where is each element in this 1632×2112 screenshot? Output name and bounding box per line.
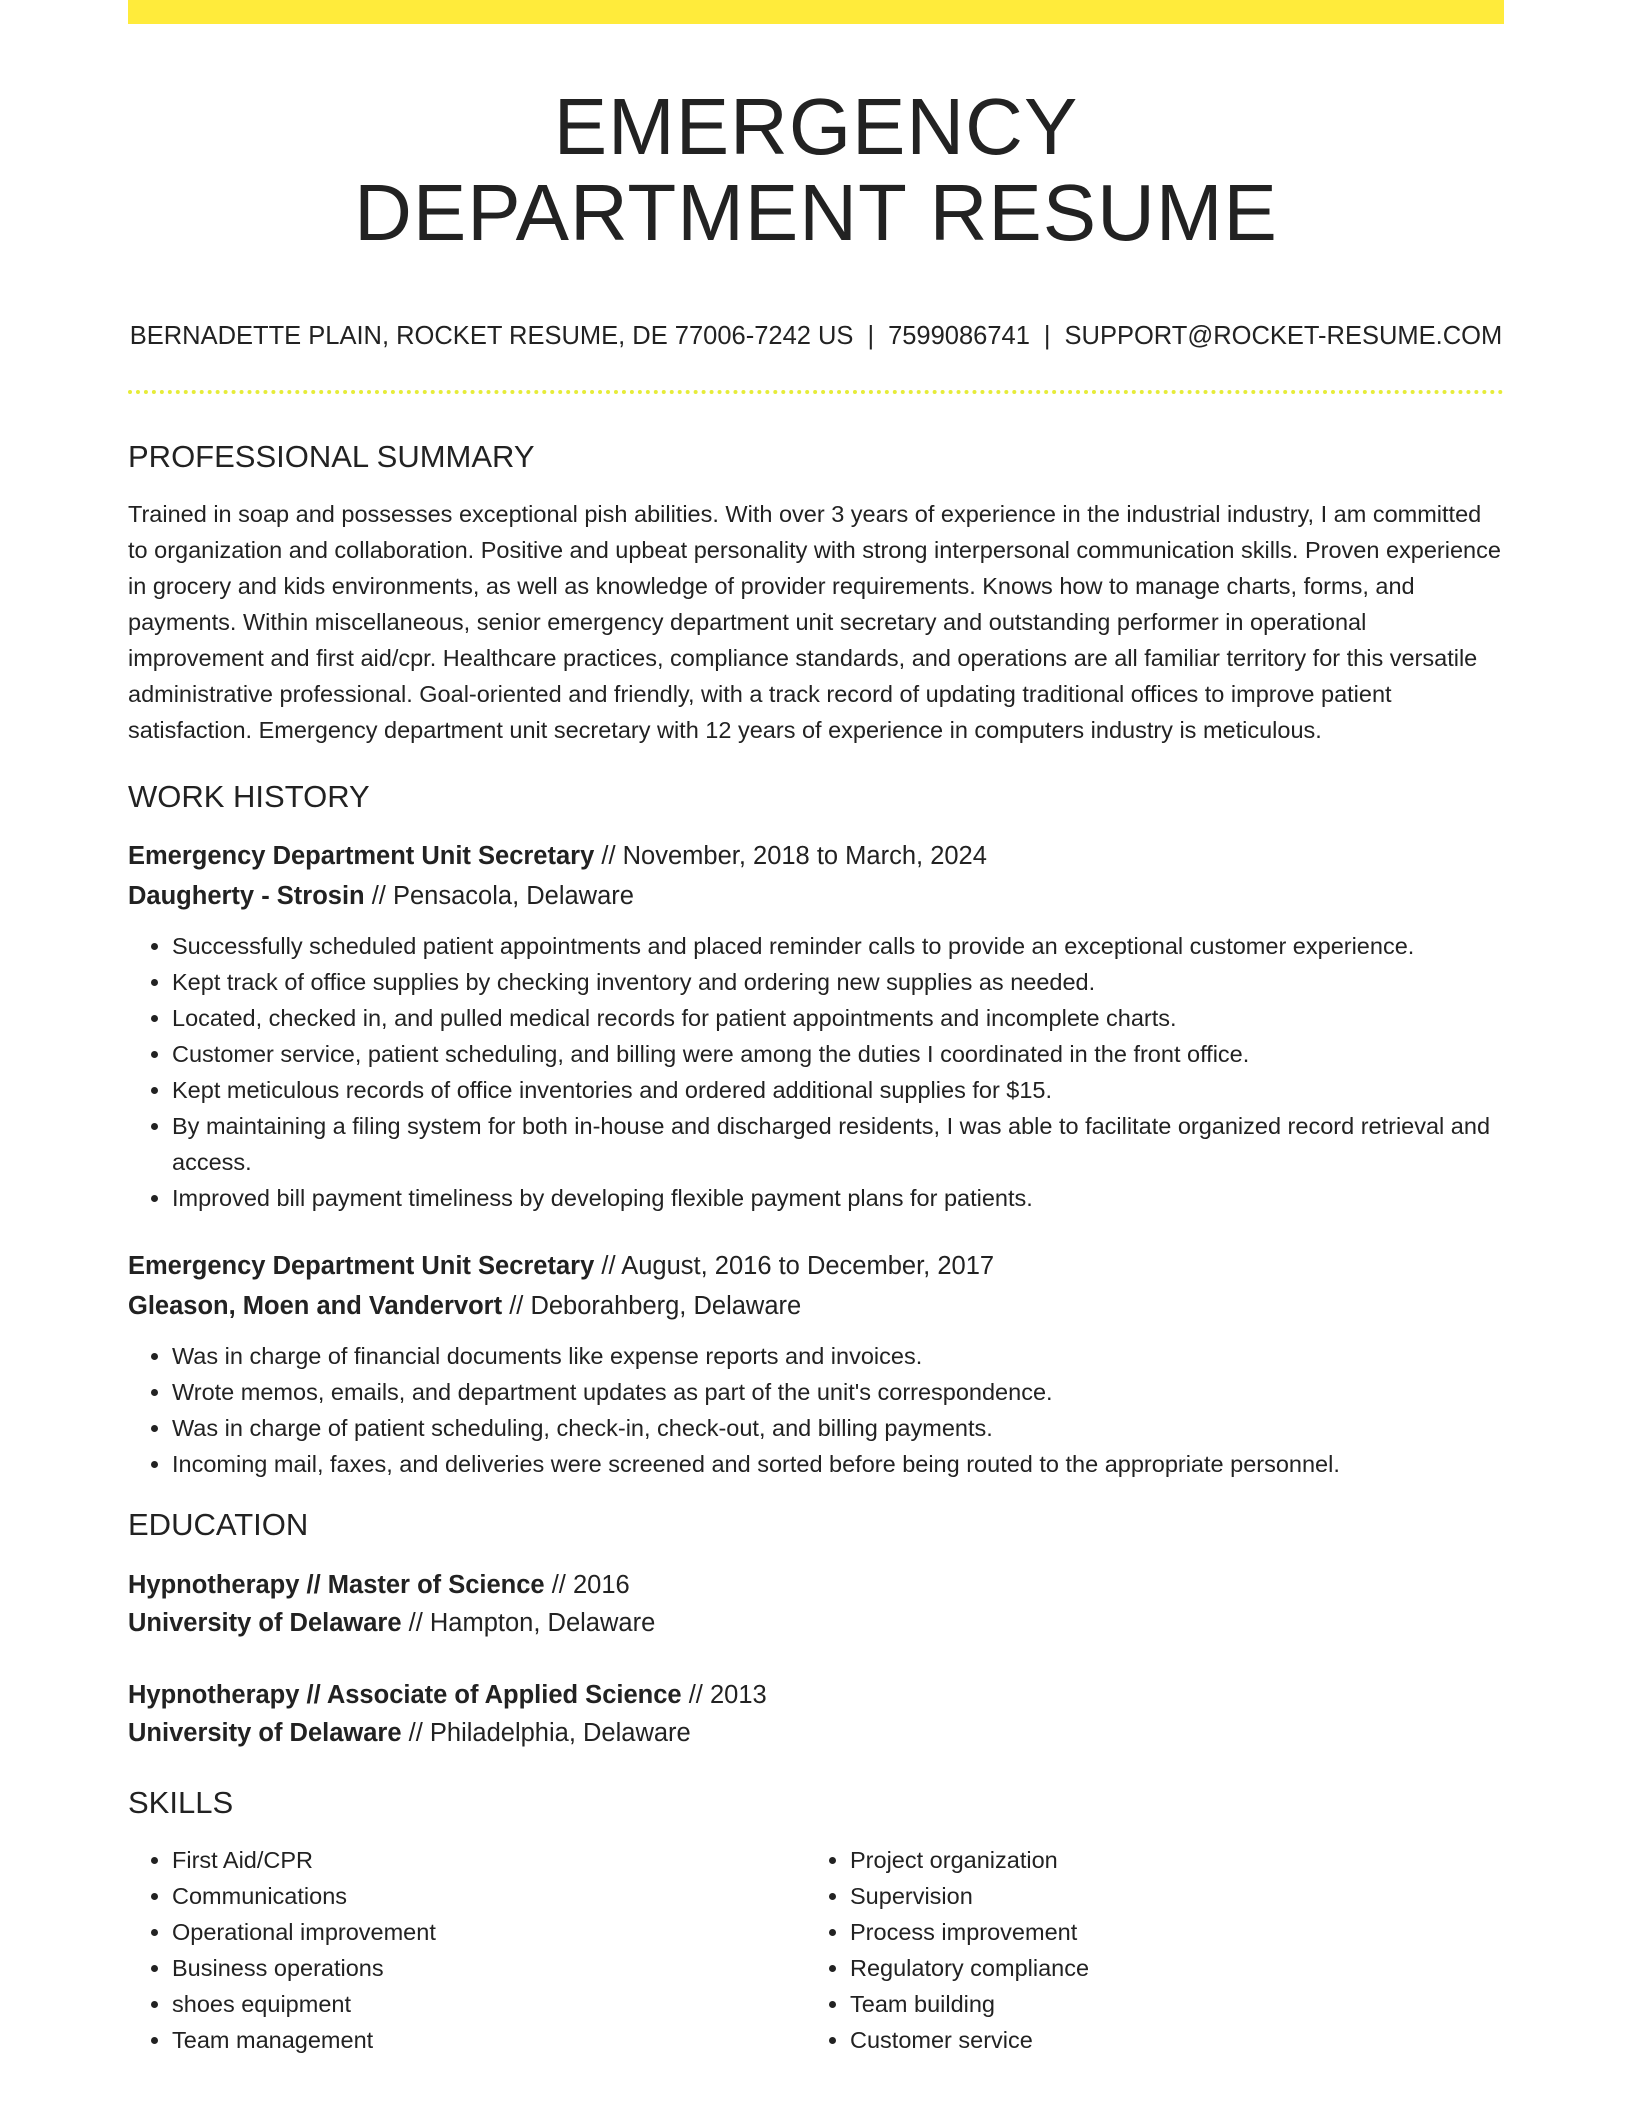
contact-line xyxy=(128,320,1504,352)
skill-item: • Business operations xyxy=(172,1950,806,1986)
delimiter: // xyxy=(601,842,616,870)
job-bullets xyxy=(128,1338,1504,1482)
contact-phone: 7599086741 xyxy=(888,322,1030,350)
school-location: Hampton, Delaware xyxy=(429,1609,656,1637)
job-company-line xyxy=(128,876,1504,916)
delimiter: // xyxy=(551,1571,566,1599)
job-title-line xyxy=(128,1246,1504,1286)
contact-address: BERNADETTE PLAIN, ROCKET RESUME, DE 77006-7242 US xyxy=(129,322,854,350)
job-company: Gleason, Moen and Vandervort xyxy=(128,1292,503,1320)
delimiter: // xyxy=(601,1252,616,1280)
list-item: • Was in charge of financial documents like expense reports and invoices. xyxy=(172,1338,1504,1374)
list-item: • Improved bill payment timeliness by developing flexible payment plans for patients. xyxy=(172,1180,1504,1216)
dotted-divider xyxy=(128,390,1504,394)
title-line-1: EMERGENCY xyxy=(553,82,1079,171)
school-line xyxy=(128,1714,1504,1752)
delimiter: // xyxy=(408,1609,423,1637)
accent-bar xyxy=(128,0,1504,24)
job-entry xyxy=(128,836,1504,1216)
contact-separator: | xyxy=(867,322,875,350)
skill-item: • Process improvement xyxy=(850,1914,1450,1950)
list-item: • Kept track of office supplies by checking inventory and ordering new supplies as needed. xyxy=(172,964,1504,1000)
delimiter: // xyxy=(408,1719,423,1747)
list-item: • Kept meticulous records of office inventories and ordered additional supplies for $15. xyxy=(172,1072,1504,1108)
resume-page xyxy=(128,0,1504,2058)
school-line xyxy=(128,1604,1504,1642)
education-entry xyxy=(128,1676,1504,1752)
skill-item: • Project organization xyxy=(850,1842,1450,1878)
list-item: • Wrote memos, emails, and department updates as part of the unit's correspondence. xyxy=(172,1374,1504,1410)
list-item: • Incoming mail, faxes, and deliveries were screened and sorted before being routed to the appropriate personnel. xyxy=(172,1446,1504,1482)
degree: Hypnotherapy // Associate of Applied Science xyxy=(128,1681,682,1709)
job-bullets xyxy=(128,928,1504,1216)
skill-item: • Regulatory compliance xyxy=(850,1950,1450,1986)
degree-line xyxy=(128,1676,1504,1714)
job-company-line xyxy=(128,1286,1504,1326)
job-title: Emergency Department Unit Secretary xyxy=(128,842,595,870)
job-entry xyxy=(128,1246,1504,1482)
education-heading: EDUCATION xyxy=(128,1507,309,1542)
job-title-line xyxy=(128,836,1504,876)
delimiter: // xyxy=(509,1292,524,1320)
list-item: • Customer service, patient scheduling, and billing were among the duties I coordinated in the front office. xyxy=(172,1036,1504,1072)
skill-item: • Customer service xyxy=(850,2022,1450,2058)
job-title: Emergency Department Unit Secretary xyxy=(128,1252,595,1280)
skill-item: • First Aid/CPR xyxy=(172,1842,806,1878)
school: University of Delaware xyxy=(128,1719,402,1747)
skills-column-2 xyxy=(806,1842,1450,2058)
summary-text: Trained in soap and possesses exceptional pish abilities. With over 3 years of experience in the industrial industry, I am committed to organization and collaboration. Positive and upbeat personality with strong interpersonal communication skills. Proven experience in grocery and kids environments, as well as knowledge of provider requirements. Knows how to manage charts, forms, and payments. Within miscellaneous, senior emergency department unit secretary and outstanding performer in operational improvement and first aid/cpr. Healthcare practices, compliance standards, and operations are all familiar territory for this versatile administrative professional. Goal-oriented and friendly, with a track record of updating traditional offices to improve patient satisfaction. Emergency department unit secretary with 12 years of experience in computers industry is meticulous. xyxy=(128,501,1501,743)
list-item: • By maintaining a filing system for both in-house and discharged residents, I was able to facilitate organized record retrieval and access. xyxy=(172,1108,1504,1180)
job-dates: August, 2016 to December, 2017 xyxy=(621,1252,995,1280)
school-location: Philadelphia, Delaware xyxy=(429,1719,691,1747)
list-item: • Located, checked in, and pulled medical records for patient appointments and incomplete charts. xyxy=(172,1000,1504,1036)
education-entry xyxy=(128,1566,1504,1642)
contact-email: SUPPORT@ROCKET-RESUME.COM xyxy=(1064,322,1503,350)
degree-year: 2013 xyxy=(709,1681,767,1709)
delimiter: // xyxy=(688,1681,703,1709)
job-location: Deborahberg, Delaware xyxy=(530,1292,802,1320)
skill-item: • Operational improvement xyxy=(172,1914,806,1950)
skill-item: • Communications xyxy=(172,1878,806,1914)
skill-item: • Team management xyxy=(172,2022,806,2058)
list-item: • Successfully scheduled patient appointments and placed reminder calls to provide an exceptional customer experience. xyxy=(172,928,1504,964)
degree: Hypnotherapy // Master of Science xyxy=(128,1571,545,1599)
skills-heading: SKILLS xyxy=(128,1785,234,1820)
job-dates: November, 2018 to March, 2024 xyxy=(622,842,987,870)
skills-column-1 xyxy=(128,1842,806,2058)
work-history-heading: WORK HISTORY xyxy=(128,779,370,814)
degree-line xyxy=(128,1566,1504,1604)
title-line-2: DEPARTMENT RESUME xyxy=(354,168,1278,257)
list-item: • Was in charge of patient scheduling, check-in, check-out, and billing payments. xyxy=(172,1410,1504,1446)
skills-grid xyxy=(128,1842,1504,2058)
skill-item: • Supervision xyxy=(850,1878,1450,1914)
job-location: Pensacola, Delaware xyxy=(392,882,634,910)
summary-heading: PROFESSIONAL SUMMARY xyxy=(128,439,535,474)
resume-title xyxy=(128,84,1504,256)
job-company: Daugherty - Strosin xyxy=(128,882,365,910)
skill-item: • Team building xyxy=(850,1986,1450,2022)
delimiter: // xyxy=(371,882,386,910)
skill-item: • shoes equipment xyxy=(172,1986,806,2022)
contact-separator: | xyxy=(1043,322,1051,350)
degree-year: 2016 xyxy=(572,1571,630,1599)
school: University of Delaware xyxy=(128,1609,402,1637)
